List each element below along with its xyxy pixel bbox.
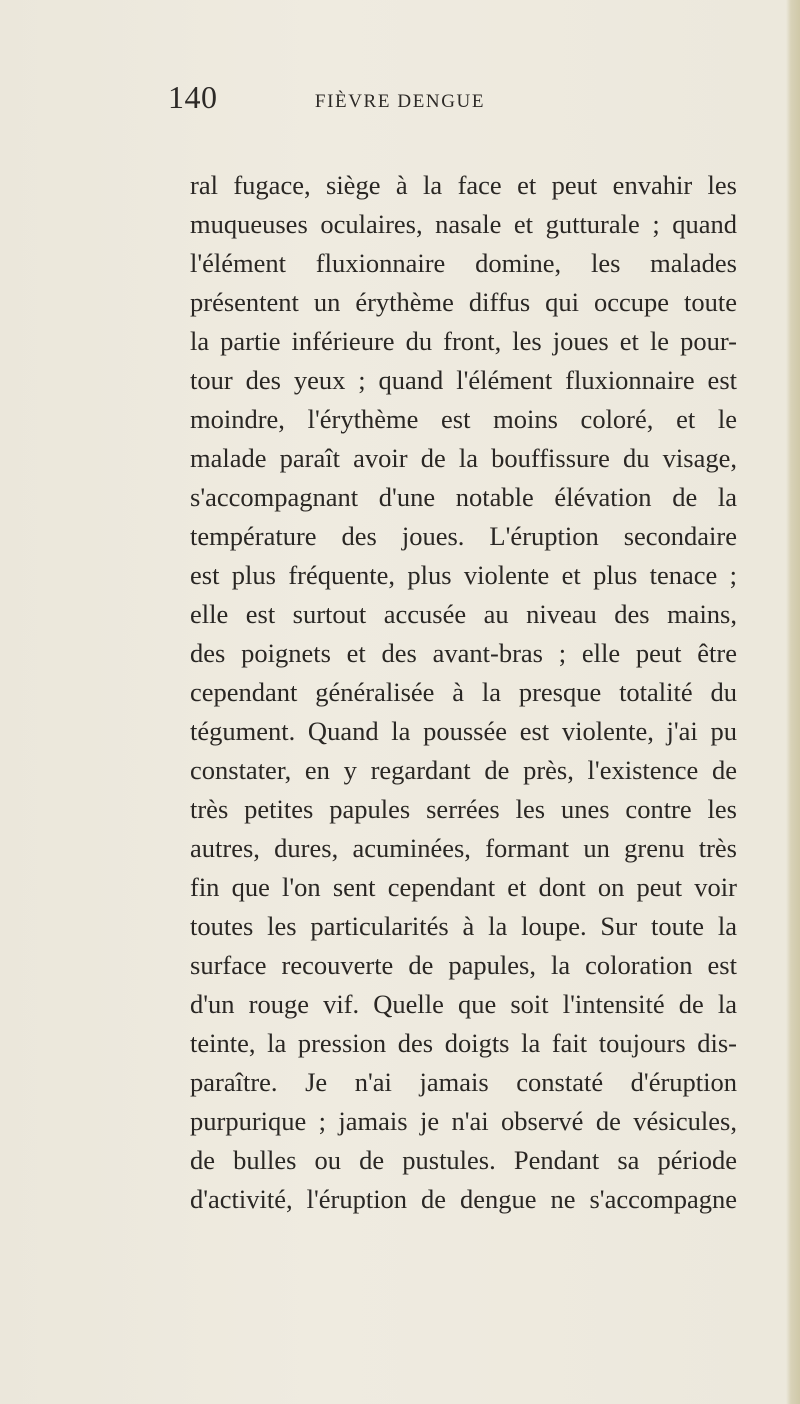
text-line: d'activité, l'éruption de dengue ne s'accompagne xyxy=(190,1184,737,1214)
text-line: malade paraît avoir de la bouffissure du visage, xyxy=(190,443,737,473)
text-line: la partie inférieure du front, les joues et le pour- xyxy=(190,326,737,356)
text-line: est plus fréquente, plus violente et plus tenace ; xyxy=(190,560,737,590)
running-head: FIÈVRE DENGUE xyxy=(314,91,486,112)
text-line: très petites papules serrées les unes contre les xyxy=(190,794,737,824)
text-line: toutes les particularités à la loupe. Sur toute la xyxy=(190,911,737,941)
text-line: des poignets et des avant-bras ; elle peut être xyxy=(190,638,737,668)
text-line: autres, dures, acuminées, formant un grenu très xyxy=(190,833,737,863)
text-line: teinte, la pression des doigts la fait toujours dis- xyxy=(190,1028,737,1058)
text-line: d'un rouge vif. Quelle que soit l'intensité de la xyxy=(190,989,737,1019)
text-line: de bulles ou de pustules. Pendant sa période xyxy=(190,1145,737,1175)
text-line: fin que l'on sent cependant et dont on peut voir xyxy=(190,872,737,902)
text-line: paraître. Je n'ai jamais constaté d'éruption xyxy=(190,1067,737,1097)
page-edge-shadow xyxy=(786,0,800,1404)
text-line: purpurique ; jamais je n'ai observé de vésicules, xyxy=(190,1106,737,1136)
text-line: tour des yeux ; quand l'élément fluxionnaire est xyxy=(190,365,737,395)
page-number: 140 xyxy=(168,79,218,115)
text-line: constater, en y regardant de près, l'existence de xyxy=(190,755,737,785)
text-line: ral fugace, siège à la face et peut envahir les xyxy=(190,170,737,200)
text-line: moindre, l'érythème est moins coloré, et le xyxy=(190,404,737,434)
text-line: muqueuses oculaires, nasale et gutturale ; quand xyxy=(190,209,737,239)
text-line: s'accompagnant d'une notable élévation de la xyxy=(190,482,737,512)
text-line: température des joues. L'éruption secondaire xyxy=(190,521,737,551)
text-line: tégument. Quand la poussée est violente, j'ai pu xyxy=(190,716,737,746)
text-line: cependant généralisée à la presque totalité du xyxy=(190,677,737,707)
text-line: présentent un érythème diffus qui occupe toute xyxy=(190,287,737,317)
text-line: l'élément fluxionnaire domine, les malades xyxy=(190,248,737,278)
text-line: elle est surtout accusée au niveau des mains, xyxy=(190,599,737,629)
text-line: surface recouverte de papules, la coloration est xyxy=(190,950,737,980)
